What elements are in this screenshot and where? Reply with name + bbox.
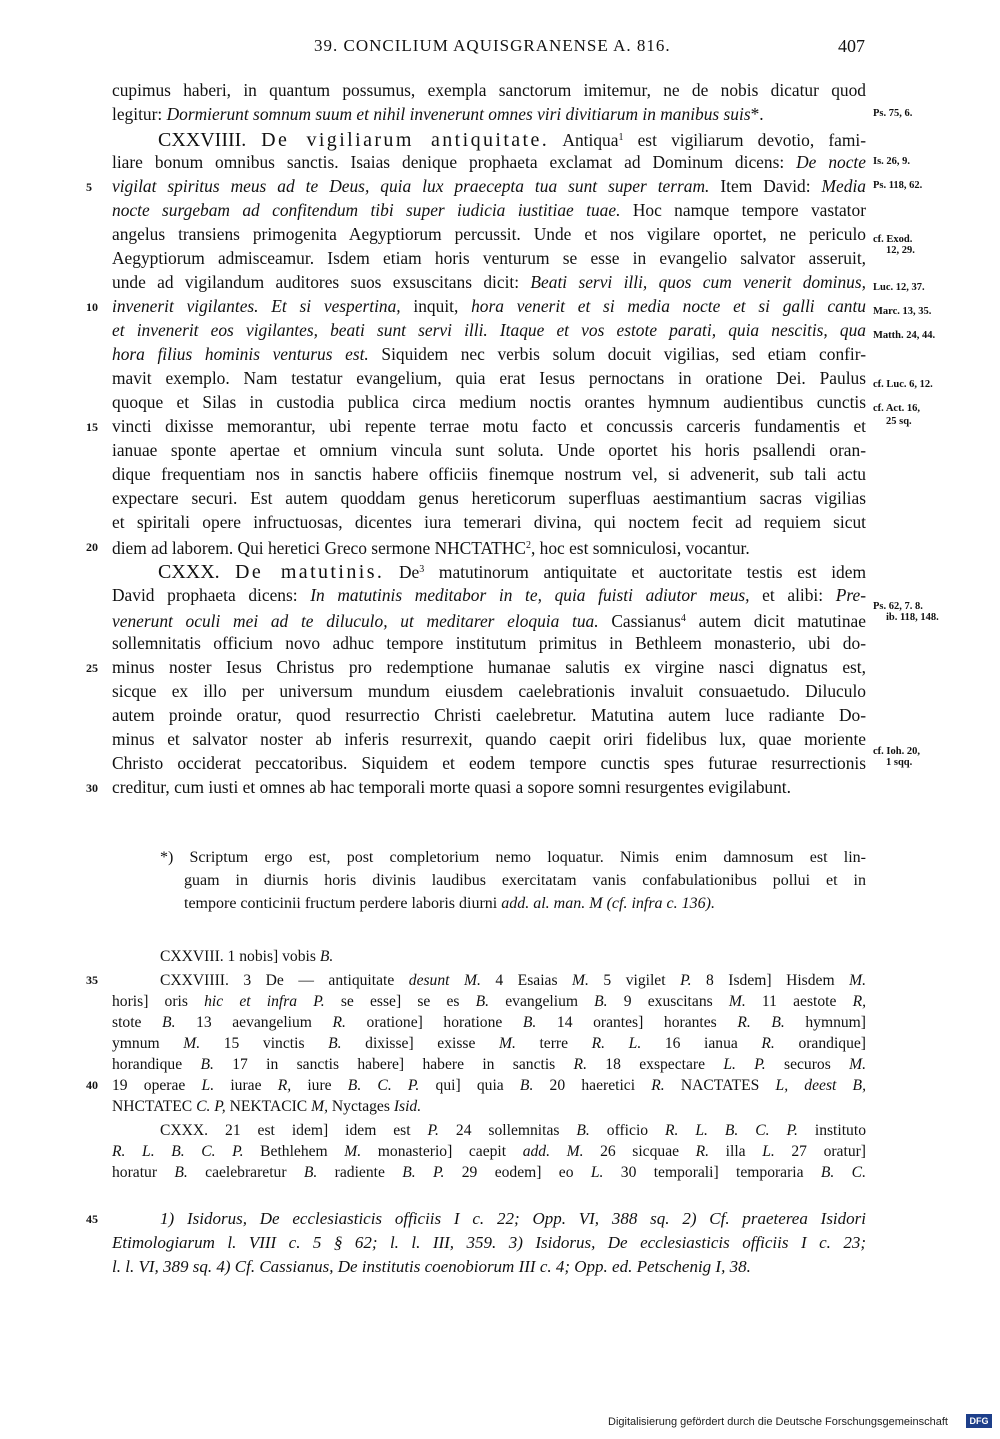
source-line: Etimologiarum l. VIII c. 5 § 62; l. l. III, 359. 3) Isidorus, De ecclesiasticis officiis I c. 23; [112, 1233, 866, 1252]
source-line: l. l. VI, 389 sq. 4) Cf. Cassianus, De institutis coenobiorum III c. 4; Opp. ed. Petschenig I, 38. [112, 1257, 751, 1276]
margin-reference: cf. Luc. 6, 12. [873, 379, 933, 390]
text-line: et spiritali opere infructuosas, dicentes iura temerari divina, qui noctem fecit ad requiem sicut [112, 512, 866, 532]
apparatus-line: stote B. 13 aevangelium R. oratione] horatione B. 14 orantes] horantes R. B. hymnum] [112, 1014, 866, 1031]
text-line: sicque ex illo per universum mundum eiusdem caelebrationis invaluit consuaetudo. Diluculo [112, 681, 866, 701]
apparatus-line: horis] oris hic et infra P. se esse] se es B. evangelium B. 9 exuscitans M. 11 aestote R, [112, 993, 866, 1010]
margin-reference: cf. Ioh. 20, [873, 746, 920, 757]
text-line: cupimus haberi, in quantum possumus, exempla sanctorum imitemur, ne de nobis dicatur quod [112, 80, 866, 100]
text-line: sollemnitatis officium novo adhuc tempore institutum primitus in Bethleem monasterio, ubi do- [112, 633, 866, 653]
text-line: autem proinde oratur, quod resurrectio Christi caelebretur. Matutina autem luce radiante Do- [112, 705, 866, 725]
line-number: 30 [86, 781, 98, 795]
text-line: hora filius hominis venturus est. Siquidem nec verbis solum docuit vigilias, sed etiam confir- [112, 344, 867, 364]
footnote-line: *) Scriptum ergo est, post completorium nemo loquatur. Nimis enim damnosum est lin- [160, 849, 866, 866]
margin-reference: cf. Exod. [873, 234, 913, 245]
text-line: minus et salvator noster ab inferis resurrexit, quando caepit oriri fidelibus lux, quae moriente [112, 729, 866, 749]
source-line: 1) Isidorus, De ecclesiasticis officiis I c. 22; Opp. VI, 388 sq. 2) Cf. praeterea Isidori [160, 1209, 866, 1228]
margin-reference: 25 sq. [886, 416, 912, 427]
apparatus-line: ymnum M. 15 vinctis B. dixisse] exisse M. terre R. L. 16 ianua R. orandique] [112, 1035, 866, 1052]
line-number: 25 [86, 661, 98, 675]
apparatus-line: R. L. B. C. P. Bethlehem M. monasterio] caepit add. M. 26 sicquae R. illa L. 27 oratur] [112, 1143, 866, 1160]
text-line: invenerit vigilantes. Et si vespertina, inquit, hora venerit et si media nocte et si galli cantu [112, 296, 867, 316]
text-line: Aegyptiorum admisceamur. Isdem etiam horis venturum se esse in evangelio salvator asseruit, [112, 248, 866, 268]
margin-reference: 1 sqq. [886, 757, 913, 768]
text-line: et invenerit eos vigilantes, beati sunt servi illi. Itaque et vos estote parati, quia nescitis, qua [112, 320, 866, 340]
text-line: liare bonum omnibus sanctis. Isaias denique prophaeta exclamat ad Dominum dicens: De nocte [112, 152, 866, 172]
dfg-logo: DFG [966, 1414, 992, 1428]
apparatus-line: CXXVIII. 1 nobis] vobis B. [160, 948, 334, 965]
margin-reference: ib. 118, 148. [886, 612, 939, 623]
footnote-line: guam in diurnis horis divinis laudibus exercitatam vanis confabulationibus pollui et in [184, 872, 866, 889]
margin-reference: Marc. 13, 35. [873, 306, 932, 317]
text-line: nocte surgebam ad confitendum tibi super iudicia iustitiae tuae. Hoc namque tempore vastator [112, 200, 866, 220]
text-line: CXXVIIII. De vigiliarum antiquitate. Antiqua$^1$ est vigiliarum devotio, fami- [158, 129, 866, 151]
text-line: legitur: Dormierunt somnum suum et nihil invenerunt omnes viri divitiarum in manibus suis*. [112, 104, 764, 124]
text-line: angelus transiens primogenita Aegyptiorum percussit. Unde et nos vigilare oportet, ne periculo [112, 224, 866, 244]
line-number: 40 [86, 1078, 98, 1092]
line-number: 35 [86, 973, 98, 987]
text-line: CXXX. De matutinis. De$^3$ matutinorum antiquitate et auctoritate testis est idem [158, 561, 866, 583]
text-line: vigilat spiritus meus ad te Deus, quia lux praecepta tua sunt super terram. Item David: Media [112, 176, 866, 196]
text-line: ianuae sponte apertae et omnium vincula sunt soluta. Unde oportet his horis psallendi oran- [112, 440, 866, 460]
text-line: minus noster Iesus Christus pro redemptione humanae salutis ex virgine nasci dignatus est, [112, 657, 866, 677]
margin-reference: Ps. 75, 6. [873, 108, 913, 119]
apparatus-line: CXXVIIII. 3 De — antiquitate desunt M. 4 Esaias M. 5 vigilet P. 8 Isdem] Hisdem M. [160, 972, 866, 989]
running-header [0, 36, 1000, 60]
margin-reference: Is. 26, 9. [873, 156, 911, 167]
margin-reference: cf. Act. 16, [873, 403, 920, 414]
text-line: dique frequentiam nos in sanctis habere officiis finemque nostrum vel, si advenerit, sub tali actu [112, 464, 866, 484]
margin-reference: 12, 29. [886, 245, 915, 256]
line-number: 15 [86, 420, 98, 434]
text-line: quoque et Silas in custodia publica circa medium noctis orantes hymnum audientibus cunctis [112, 392, 866, 412]
margin-reference: Luc. 12, 37. [873, 282, 925, 293]
text-line: Christo occiderat peccatoribus. Siquidem et eodem tempore cunctis spes futurae resurrectionis [112, 753, 866, 773]
apparatus-line: horatur B. caelebraretur B. radiente B. P. 29 eodem] eo L. 30 temporali] temporaria B. C. [112, 1164, 866, 1181]
line-number: 20 [86, 540, 98, 554]
text-line: diem ad laborem. Qui heretici Greco sermone NHCTATHC$^2$, hoc est somniculosi, vocantur. [112, 538, 750, 558]
text-line: mavit exemplo. Nam testatur evangelium, quia erat Iesus pernoctans in oratione Dei. Paulus [112, 368, 866, 388]
footnote-star [160, 846, 866, 915]
header-title: 39. CONCILIUM AQUISGRANENSE A. 816. [314, 36, 671, 55]
margin-reference: Ps. 62, 7. 8. [873, 601, 923, 612]
text-line: creditur, cum iusti et omnes ab hac temporali morte quasi a sopore somni resurgentes evigilabunt. [112, 777, 791, 797]
text-line: venerunt oculi mei ad te diluculo, ut meditarer eloquia tua. Cassianus$^4$ autem dicit matutinae [112, 611, 866, 631]
text-line: vincti dixisse memorantur, ubi repente terrae motu facto et concussis carceris fundamentis et [112, 416, 866, 436]
apparatus-line: CXXX. 21 est idem] idem est P. 24 sollemnitas B. officio R. L. B. C. P. instituto [160, 1122, 866, 1139]
footer-credit: Digitalisierung gefördert durch die Deutsche Forschungsgemeinschaft [608, 1416, 948, 1428]
line-number: 10 [86, 300, 98, 314]
footnote-line: tempore conticinii fructum perdere laboris diurni add. al. man. M (cf. infra c. 136). [184, 895, 715, 912]
text-line: expectare securi. Est autem quoddam genus hereticorum superfluas aestimantium sacras vigilias [112, 488, 866, 508]
text-line: unde ad vigilandum auditores suos exsuscitans dicit: Beati servi illi, quos cum venerit dominus, [112, 272, 866, 292]
apparatus-line: horandique B. 17 in sanctis habere] habere in sanctis R. 18 exspectare L. P. securos M. [112, 1056, 866, 1073]
apparatus-line: 19 operae L. iurae R, iure B. C. P. qui] quia B. 20 haeretici R. NACTATES L, deest B, [112, 1077, 866, 1094]
text-line: David prophaeta dicens: In matutinis meditabor in te, quia fuisti adiutor meus, et alibi: Pre- [112, 585, 866, 605]
line-number: 5 [86, 180, 92, 194]
apparatus-line: NHCTATEC C. P, NEKTACIC M, Nyctages Isid. [112, 1098, 422, 1115]
margin-reference: Matth. 24, 44. [873, 330, 936, 341]
page-number: 407 [838, 36, 865, 56]
margin-reference: Ps. 118, 62. [873, 180, 923, 191]
line-number: 45 [86, 1212, 98, 1226]
